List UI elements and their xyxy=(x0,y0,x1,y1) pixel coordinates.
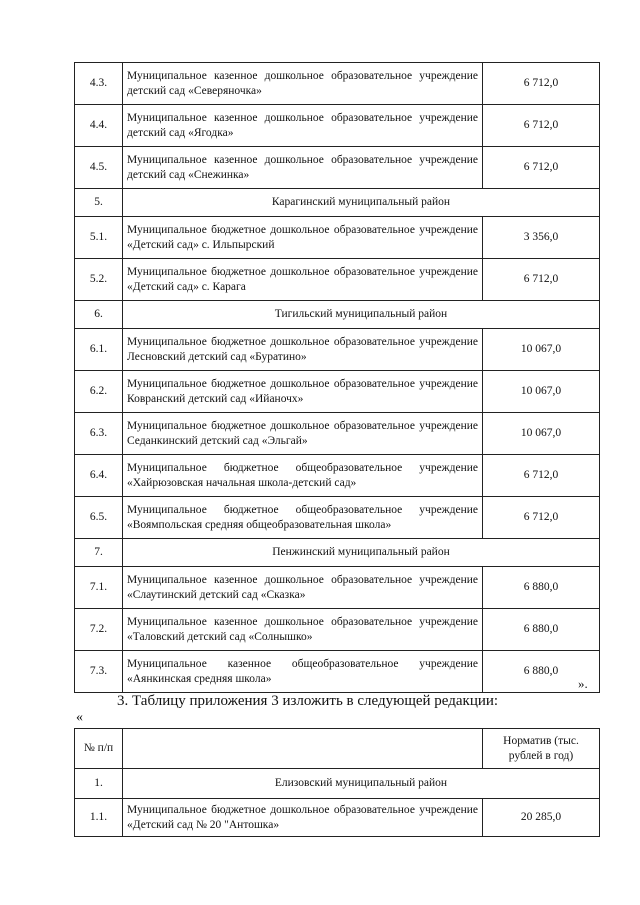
row-number: 7.3. xyxy=(75,651,123,693)
row-number: 7.2. xyxy=(75,609,123,651)
norm-value: 3 356,0 xyxy=(483,217,600,259)
section-row xyxy=(75,539,600,567)
row-number: 6.2. xyxy=(75,371,123,413)
table-row xyxy=(75,329,600,371)
table-row xyxy=(75,651,600,693)
row-number: 1.1. xyxy=(75,799,123,837)
section-title: Елизовский муниципальный район xyxy=(123,769,600,799)
opening-quote-mark: « xyxy=(76,710,83,725)
table-row xyxy=(75,413,600,455)
norm-value: 10 067,0 xyxy=(483,413,600,455)
norm-value: 6 712,0 xyxy=(483,455,600,497)
institution-name: Муниципальное казенное дошкольное образовательное учреждение детский сад «Ягодка» xyxy=(123,105,483,147)
table-row xyxy=(75,147,600,189)
row-number: 4.4. xyxy=(75,105,123,147)
section-number: 1. xyxy=(75,769,123,799)
section-number: 5. xyxy=(75,189,123,217)
row-number: 7.1. xyxy=(75,567,123,609)
table-row xyxy=(75,497,600,539)
institution-name: Муниципальное бюджетное общеобразовательное учреждение «Хайрюзовская начальная школа-детский сад» xyxy=(123,455,483,497)
institution-name: Муниципальное казенное общеобразовательное учреждение «Аянкинская средняя школа» xyxy=(123,651,483,693)
institution-name: Муниципальное бюджетное дошкольное образовательное учреждение Седанкинский детский сад «Эльгай» xyxy=(123,413,483,455)
section-number: 6. xyxy=(75,301,123,329)
norm-value: 6 880,0 xyxy=(483,567,600,609)
norm-value: 6 712,0 xyxy=(483,63,600,105)
institution-name: Муниципальное казенное дошкольное образовательное учреждение «Таловский детский сад «Солнышко» xyxy=(123,609,483,651)
norm-value: 10 067,0 xyxy=(483,371,600,413)
table-row xyxy=(75,799,600,837)
row-number: 4.5. xyxy=(75,147,123,189)
row-number: 6.5. xyxy=(75,497,123,539)
row-number: 6.1. xyxy=(75,329,123,371)
table-row xyxy=(75,63,600,105)
row-number: 4.3. xyxy=(75,63,123,105)
norm-value: 6 712,0 xyxy=(483,259,600,301)
table-row xyxy=(75,217,600,259)
row-number: 6.3. xyxy=(75,413,123,455)
norm-value: 20 285,0 xyxy=(483,799,600,837)
row-number: 5.2. xyxy=(75,259,123,301)
table-row xyxy=(75,371,600,413)
table-row xyxy=(75,105,600,147)
institution-name: Муниципальное бюджетное дошкольное образовательное учреждение «Детский сад» с. Ильпырский xyxy=(123,217,483,259)
table-row xyxy=(75,259,600,301)
norm-value: 6 712,0 xyxy=(483,105,600,147)
institution-name: Муниципальное казенное дошкольное образовательное учреждение детский сад «Северяночка» xyxy=(123,63,483,105)
table-row xyxy=(75,567,600,609)
row-number: 6.4. xyxy=(75,455,123,497)
section-title: Тигильский муниципальный район xyxy=(123,301,600,329)
institution-name: Муниципальное бюджетное дошкольное образовательное учреждение Лесновский детский сад «Буратино» xyxy=(123,329,483,371)
table-row xyxy=(75,609,600,651)
closing-quote-mark: ». xyxy=(578,676,588,691)
institution-name: Муниципальное бюджетное дошкольное образовательное учреждение «Детский сад № 20 "Антошка» xyxy=(123,799,483,837)
section-row xyxy=(75,301,600,329)
norm-value: 6 712,0 xyxy=(483,497,600,539)
header-norm: Норматив (тыс. рублей в год) xyxy=(483,729,600,769)
norm-value: 6 880,0 xyxy=(483,609,600,651)
norm-value: 6 880,0 xyxy=(483,651,600,693)
institution-name: Муниципальное бюджетное дошкольное образовательное учреждение Ковранский детский сад «Ийаночх» xyxy=(123,371,483,413)
amendment-paragraph: 3. Таблицу приложения 3 изложить в следующей редакции: xyxy=(117,693,499,709)
section-row xyxy=(75,189,600,217)
header-row xyxy=(75,729,600,769)
norm-value: 10 067,0 xyxy=(483,329,600,371)
institution-name: Муниципальное казенное дошкольное образовательное учреждение «Слаутинский детский сад «Сказка» xyxy=(123,567,483,609)
section-number: 7. xyxy=(75,539,123,567)
header-name xyxy=(123,729,483,769)
norm-value: 6 712,0 xyxy=(483,147,600,189)
appendix-3-table xyxy=(74,728,600,837)
institution-name: Муниципальное казенное дошкольное образовательное учреждение детский сад «Снежинка» xyxy=(123,147,483,189)
allocation-table xyxy=(74,62,600,693)
table-row xyxy=(75,455,600,497)
institution-name: Муниципальное бюджетное дошкольное образовательное учреждение «Детский сад» с. Карага xyxy=(123,259,483,301)
row-number: 5.1. xyxy=(75,217,123,259)
section-title: Карагинский муниципальный район xyxy=(123,189,600,217)
section-title: Пенжинский муниципальный район xyxy=(123,539,600,567)
institution-name: Муниципальное бюджетное общеобразовательное учреждение «Воямпольская средняя общеобразовательная школа» xyxy=(123,497,483,539)
header-number: № п/п xyxy=(75,729,123,769)
section-row xyxy=(75,769,600,799)
